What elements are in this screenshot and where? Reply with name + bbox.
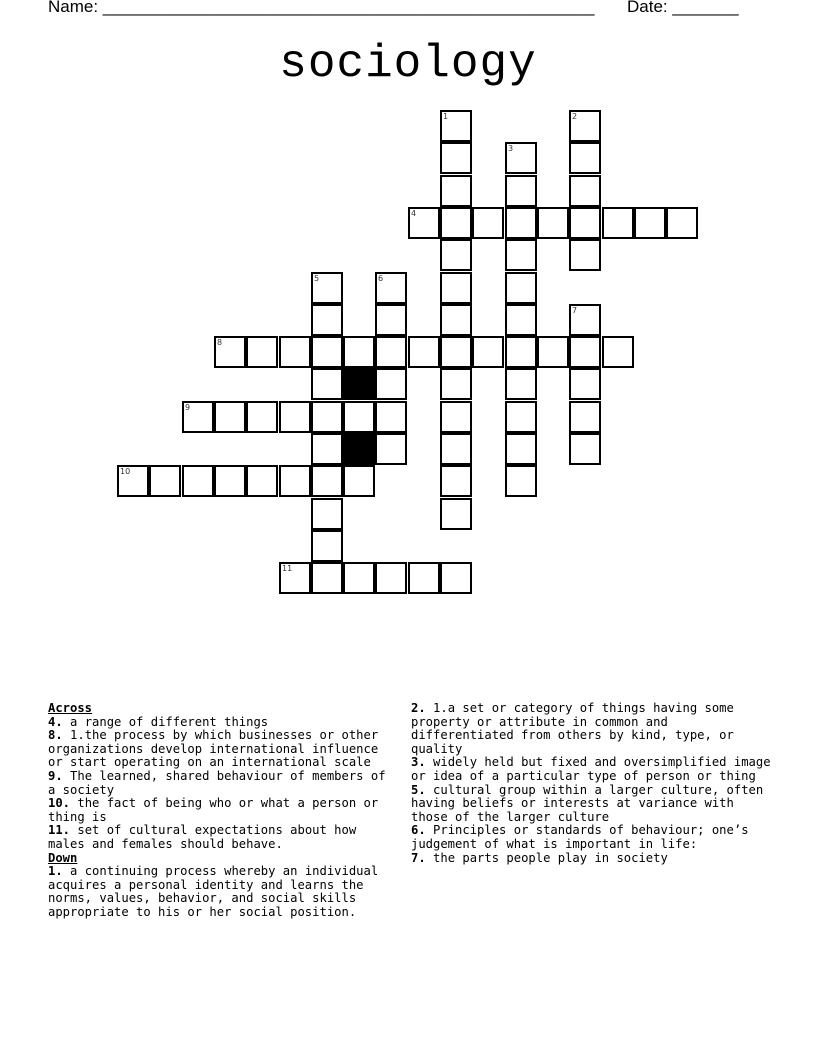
across-heading: Across xyxy=(48,701,93,715)
across-clue-10 xyxy=(48,797,400,824)
crossword-cell[interactable] xyxy=(440,304,472,336)
clue-text: The learned, shared behaviour of members of a society xyxy=(48,768,386,797)
clue-number: 6. xyxy=(411,823,426,838)
cell-number: 6 xyxy=(378,274,384,283)
crossword-cell[interactable] xyxy=(602,336,634,368)
crossword-cell[interactable] xyxy=(375,368,407,400)
crossword-cell[interactable] xyxy=(505,368,537,400)
crossword-cell[interactable] xyxy=(440,433,472,465)
crossword-cell[interactable] xyxy=(311,433,343,465)
crossword-cell[interactable] xyxy=(505,465,537,497)
crossword-cell[interactable] xyxy=(246,465,278,497)
name-field-label: Name: ____________________________________________________ xyxy=(48,0,595,16)
clue-number: 5. xyxy=(411,782,426,797)
crossword-cell[interactable] xyxy=(440,336,472,368)
crossword-cell[interactable] xyxy=(375,304,407,336)
down-clue-6 xyxy=(411,824,771,851)
clue-text: the fact of being who or what a person or thing is xyxy=(48,796,379,824)
cell-number: 8 xyxy=(217,338,223,347)
down-clue-1 xyxy=(48,865,400,919)
across-clue-11 xyxy=(48,824,400,851)
cell-number: 3 xyxy=(508,144,514,153)
crossword-cell[interactable] xyxy=(408,207,440,239)
crossword-cell[interactable] xyxy=(311,530,343,562)
cell-number: 9 xyxy=(185,403,191,412)
crossword-cell[interactable] xyxy=(569,401,601,433)
clue-number: 7. xyxy=(411,850,426,865)
cell-number: 11 xyxy=(282,564,293,573)
down-clue-3 xyxy=(411,756,771,783)
across-clue-4 xyxy=(48,716,400,730)
cell-number: 5 xyxy=(314,274,320,283)
crossword-cell[interactable] xyxy=(440,142,472,174)
clue-number: 9. xyxy=(48,768,63,783)
clue-text: Principles or standards of behaviour; one’s judgement of what is important in life: xyxy=(411,823,749,851)
crossword-cell[interactable] xyxy=(311,336,343,368)
cell-number: 10 xyxy=(120,467,131,476)
crossword-cell[interactable] xyxy=(440,401,472,433)
crossword-cell[interactable] xyxy=(569,336,601,368)
crossword-cell[interactable] xyxy=(311,304,343,336)
clue-number: 1. xyxy=(48,864,63,879)
crossword-cell[interactable] xyxy=(279,562,311,594)
cell-number: 2 xyxy=(572,112,578,121)
crossword-cell[interactable] xyxy=(311,498,343,530)
crossword-cell[interactable] xyxy=(537,207,569,239)
crossword-cell[interactable] xyxy=(440,272,472,304)
crossword-cell[interactable] xyxy=(343,401,375,433)
crossword-cell[interactable] xyxy=(602,207,634,239)
clues-right-column xyxy=(411,702,771,865)
page-title: sociology xyxy=(279,38,537,90)
crossword-cell[interactable] xyxy=(343,336,375,368)
clue-number: 11. xyxy=(48,823,71,838)
crossword-cell[interactable] xyxy=(569,175,601,207)
crossword-cell[interactable] xyxy=(505,401,537,433)
crossword-cell[interactable] xyxy=(375,272,407,304)
crossword-cell[interactable] xyxy=(214,401,246,433)
down-clue-5 xyxy=(411,784,771,825)
crossword-cell[interactable] xyxy=(311,562,343,594)
clue-text: 1.a set or category of things having some property or attribute in common and differentiated from others by kind, type, or quality xyxy=(411,701,734,756)
crossword-cell[interactable] xyxy=(440,465,472,497)
crossword-cell[interactable] xyxy=(472,336,504,368)
crossword-cell[interactable] xyxy=(569,304,601,336)
clue-number: 2. xyxy=(411,701,426,715)
crossword-cell[interactable] xyxy=(505,304,537,336)
crossword-cell[interactable] xyxy=(505,142,537,174)
crossword-block xyxy=(343,368,375,400)
crossword-cell[interactable] xyxy=(375,401,407,433)
clue-text: cultural group within a larger culture, often having beliefs or interests at variance with those of the larger culture xyxy=(411,782,764,824)
crossword-cell[interactable] xyxy=(214,336,246,368)
clue-number: 10. xyxy=(48,796,71,811)
crossword-cell[interactable] xyxy=(569,142,601,174)
crossword-cell[interactable] xyxy=(440,239,472,271)
crossword-cell[interactable] xyxy=(569,368,601,400)
down-clue-2 xyxy=(411,702,771,756)
crossword-cell[interactable] xyxy=(343,562,375,594)
cell-number: 1 xyxy=(443,112,449,121)
crossword-cell[interactable] xyxy=(440,368,472,400)
crossword-cell[interactable] xyxy=(182,401,214,433)
crossword-cell[interactable] xyxy=(279,401,311,433)
crossword-cell[interactable] xyxy=(311,401,343,433)
cell-number: 7 xyxy=(572,306,578,315)
crossword-cell[interactable] xyxy=(505,239,537,271)
crossword-cell[interactable] xyxy=(246,401,278,433)
crossword-cell[interactable] xyxy=(343,465,375,497)
clue-text: a continuing process whereby an individual acquires a personal identity and learns the norms, values, behavior, and social skills appropriate to his or her social position. xyxy=(48,864,379,919)
crossword-cell[interactable] xyxy=(408,562,440,594)
clue-text: 1.the process by which businesses or other organizations develop international influence or start operating on an international scale xyxy=(48,728,379,770)
crossword-cell[interactable] xyxy=(537,336,569,368)
crossword-cell[interactable] xyxy=(569,239,601,271)
clue-number: 3. xyxy=(411,755,426,770)
clue-number: 8. xyxy=(48,728,63,743)
crossword-cell[interactable] xyxy=(214,465,246,497)
crossword-cell[interactable] xyxy=(505,175,537,207)
crossword-cell[interactable] xyxy=(440,207,472,239)
crossword-cell[interactable] xyxy=(569,433,601,465)
crossword-cell[interactable] xyxy=(279,336,311,368)
crossword-cell[interactable] xyxy=(569,207,601,239)
crossword-cell[interactable] xyxy=(634,207,666,239)
crossword-cell[interactable] xyxy=(311,272,343,304)
crossword-cell[interactable] xyxy=(505,207,537,239)
crossword-cell[interactable] xyxy=(440,498,472,530)
clue-text: the parts people play in society xyxy=(425,850,668,865)
crossword-cell[interactable] xyxy=(182,465,214,497)
across-clue-8 xyxy=(48,729,400,770)
clue-text: a range of different things xyxy=(62,714,269,729)
crossword-cell[interactable] xyxy=(375,336,407,368)
crossword-cell[interactable] xyxy=(246,336,278,368)
clue-text: widely held but fixed and oversimplified image or idea of a particular type of person or thing xyxy=(411,755,771,783)
crossword-cell[interactable] xyxy=(279,465,311,497)
crossword-cell[interactable] xyxy=(472,207,504,239)
crossword-cell[interactable] xyxy=(440,110,472,142)
crossword-block xyxy=(343,433,375,465)
down-heading: Down xyxy=(48,850,78,865)
down-clue-7 xyxy=(411,852,771,866)
cell-number: 4 xyxy=(411,209,417,218)
crossword-cell[interactable] xyxy=(505,272,537,304)
clues-left-column xyxy=(48,702,400,920)
crossword-cell[interactable] xyxy=(666,207,698,239)
crossword-cell[interactable] xyxy=(505,433,537,465)
crossword-cell[interactable] xyxy=(505,336,537,368)
crossword-cell[interactable] xyxy=(311,465,343,497)
crossword-cell[interactable] xyxy=(440,562,472,594)
crossword-cell[interactable] xyxy=(375,433,407,465)
crossword-cell[interactable] xyxy=(408,336,440,368)
date-field-label: Date: _______ xyxy=(627,0,739,16)
clue-text: set of cultural expectations about how males and females should behave. xyxy=(48,823,357,851)
crossword-cell[interactable] xyxy=(569,110,601,142)
clue-number: 4. xyxy=(48,714,63,729)
crossword-cell[interactable] xyxy=(375,562,407,594)
crossword-cell[interactable] xyxy=(311,368,343,400)
crossword-cell[interactable] xyxy=(149,465,181,497)
across-clue-9 xyxy=(48,770,400,797)
crossword-cell[interactable] xyxy=(117,465,149,497)
crossword-cell[interactable] xyxy=(440,175,472,207)
